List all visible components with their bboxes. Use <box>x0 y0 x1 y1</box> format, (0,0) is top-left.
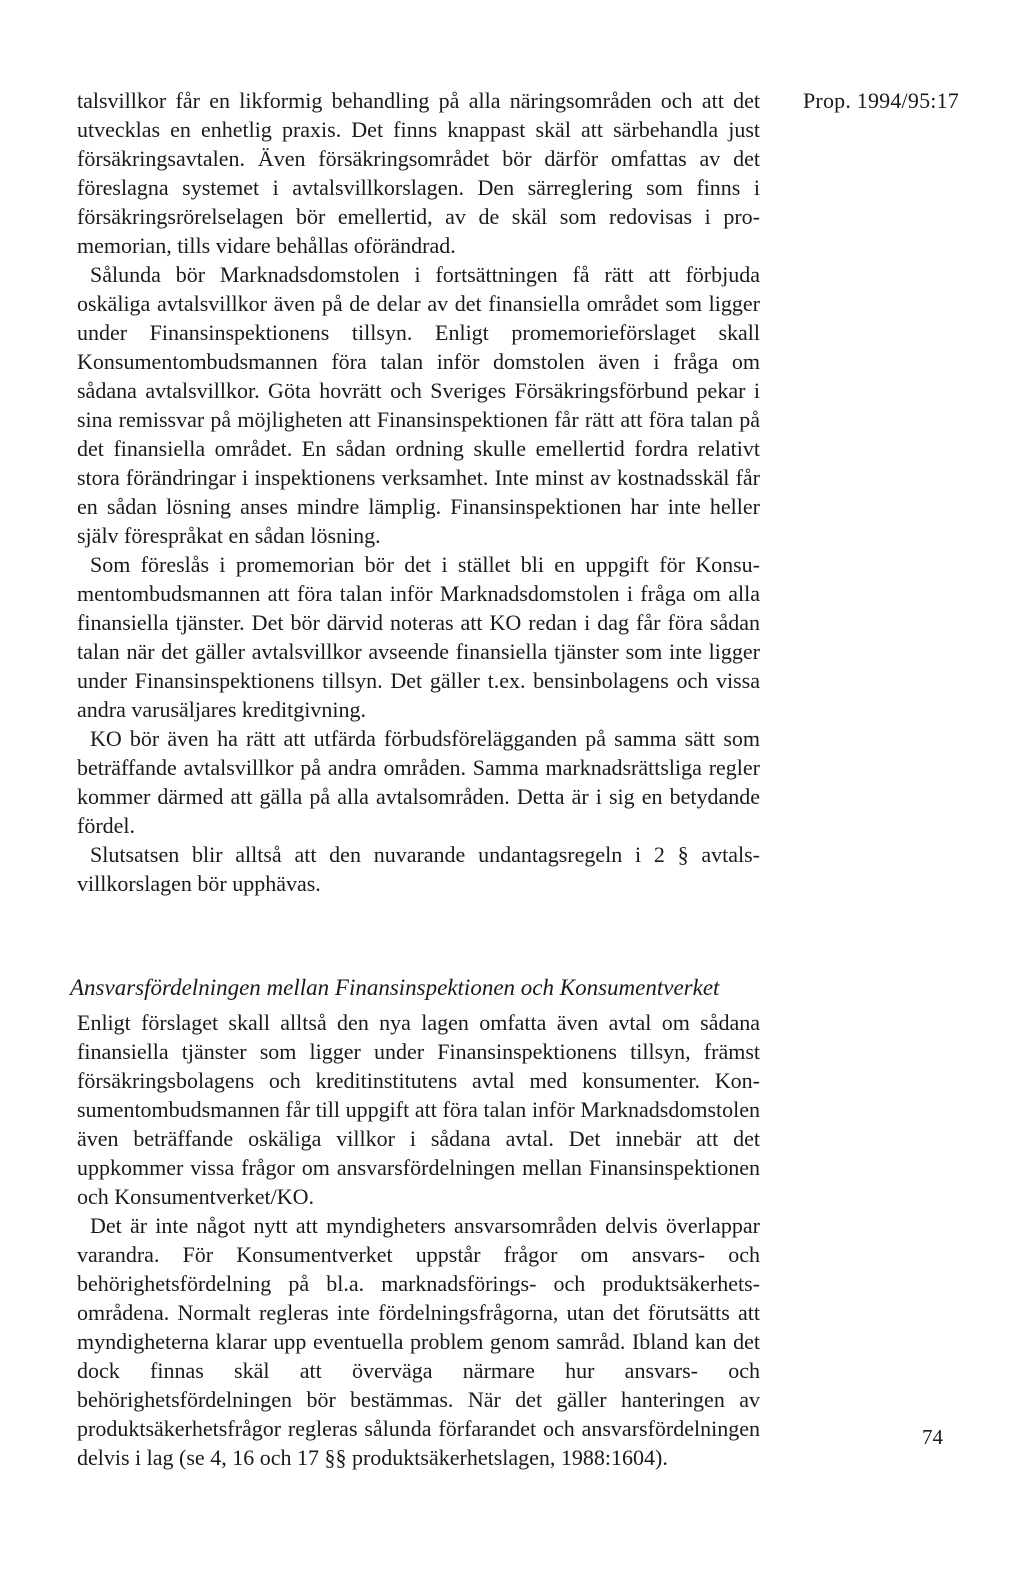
section-heading: Ansvarsfördelningen mellan Finansinspektionen och Konsumentverket <box>70 975 720 1000</box>
paragraph-6: Enligt förslaget skall alltså den nya lagen omfatta även avtal om sådana finansiella tjänster som ligger under Finansinspektionens tillsyn, främst försäkringsbolagens och kreditinstitutens avtal med konsumenter. Konsumentombudsmannen får till uppgift att föra talan inför Marknadsdomstolen även beträffande oskäliga villkor i sådana avtal. Det innebär att det uppkommer vissa frågor om ansvarsfördelningen mellan Finansinspektionen och Konsumentverket/KO. <box>77 1010 760 1209</box>
paragraph-2: Sålunda bör Marknadsdomstolen i fortsättningen få rätt att förbjuda oskäliga avtalsvillkor även på de delar av det finansiella området som ligger under Finansinspektionens tillsyn. Enligt promemorieförslaget skall Konsumentombudsmannen föra talan inför domstolen även i fråga om sådana avtalsvillkor. Göta hovrätt och Sveriges Försäkringsförbund pekar i sina remissvar på möjligheten att Finansinspektionen får rätt att föra talan på det finansiella området. En sådan ordning skulle emellertid fordra relativt stora förändringar i inspektionens verksamhet. Inte minst av kostnadsskäl får en sådan lösning anses mindre lämplig. Finansinspektionen har inte heller själv förespråkat en sådan lösning. <box>77 262 760 548</box>
paragraph-3: Som föreslås i promemorian bör det i stället bli en uppgift för Konsumentombudsmannen att föra talan inför Marknadsdomstolen i fråga om alla finansiella tjänster. Det bör därvid noteras att KO redan i dag får föra sådan talan när det gäller avtalsvillkor avseende finansiella tjänster som inte ligger under Finansinspektionens tillsyn. Det gäller t.ex. bensinbolagens och vissa andra varusäljares kreditgivning. <box>77 552 760 722</box>
paragraph-1: talsvillkor får en likformig behandling på alla näringsområden och att det utvecklas en enhetlig praxis. Det finns knappast skäl att särbehandla just försäkringsavtalen. Även försäkringsområdet bör därför omfattas av det föreslagna systemet i avtalsvillkorslagen. Den särreglering som finns i försäkringsrörelselagen bör emellertid, av de skäl som redovisas i promemorian, tills vidare behållas oförändrad. <box>77 88 760 258</box>
paragraph-7: Det är inte något nytt att myndigheters ansvarsområden delvis överlappar varandra. För Konsumentverket uppstår frågor om ansvars- och behörighetsfördelning på bl.a. marknadsförings- och produktsäkerhetsområdena. Normalt regleras inte fördelningsfrågorna, utan det förutsätts att myndigheterna klarar upp eventuella problem genom samråd. Ibland kan det dock finnas skäl att överväga närmare hur ansvars- och behörighetsfördelningen bör bestämmas. När det gäller hanteringen av produktsäkerhetsfrågor regleras sålunda förfarandet och ansvarsfördelningen delvis i lag (se 4, 16 och 17 §§ produktsäkerhetslagen, 1988:1604). <box>77 1213 760 1470</box>
body-text-column <box>70 86 760 1472</box>
paragraph-4: KO bör även ha rätt att utfärda förbudsförelägganden på samma sätt som beträffande avtalsvillkor på andra områden. Samma marknadsrättsliga regler kommer därmed att gälla på alla avtalsområden. Detta är i sig en betydande fördel. <box>77 726 760 838</box>
page-number: 74 <box>922 1425 943 1449</box>
paragraph-5: Slutsatsen blir alltså att den nuvarande undantagsregeln i 2 § avtalsvillkorslagen bör upphävas. <box>77 842 760 896</box>
proposition-reference: Prop. 1994/95:17 <box>803 88 959 113</box>
